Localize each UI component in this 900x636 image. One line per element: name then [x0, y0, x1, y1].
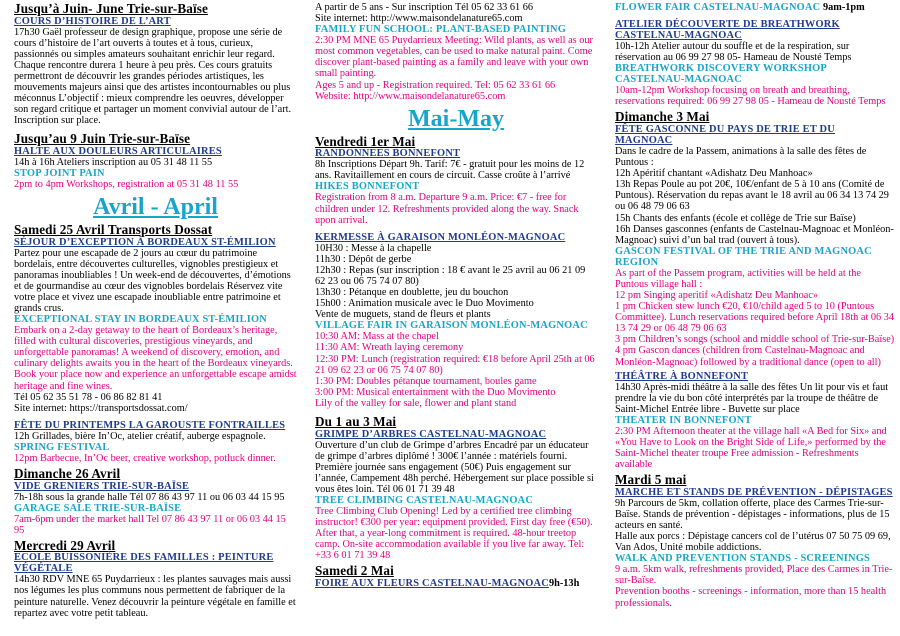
column-right: [615, 2, 895, 609]
event-title: SÉJOUR D’EXCEPTION À BORDEAUX ST-ÉMILION: [14, 236, 276, 248]
schedule-line: 12h Apéritif chantant «Adishatz Deu Manhoac»: [615, 168, 813, 180]
event-title: ECOLE BUISSONIÈRE DES FAMILLES : PEINTURE VÉGÉTALE: [14, 552, 274, 575]
event-title: ATELIER DÉCOUVERTE DE BREATHWORK CASTELNAU-MAGNOAC: [615, 19, 840, 42]
schedule-line-en: 12:30 PM: Lunch (registration required: €18 before April 25th at 06 21 09 62 23 or 06 75 74 07 80): [315, 353, 595, 376]
schedule-line-en: 12 pm Singing aperitif «Adishatz Deu Manhoac»: [615, 290, 819, 301]
event-description: Ouverture d’un club de Grimpe d’arbres Encadré par un éducateur de grimpe d’arbres diplômé ! 300€ l’année : matériels fourni. Première journée sans engagement (50€) Puis engagement sur l’année, Campement 48h perché. Hébergement sur place possible si vous êtes loin. Tél 06 01 71 39 48: [315, 439, 594, 495]
event-title-en: GARAGE SALE TRIE-SUR-BAÏSE: [14, 502, 182, 514]
schedule-line: 12h30 : Repas (sur inscription : 18 € avant le 25 avril au 06 21 09 62 23 ou 06 75 74 07 80): [315, 264, 586, 287]
schedule-line-en: 3 pm Children’s songs (school and middle school of Trie-sur-Baïse): [615, 334, 895, 346]
event-description-en: 7am-6pm under the market hall Tel 07 86 43 97 11 or 06 03 44 15 95: [14, 513, 286, 536]
event-description: Partez pour une escapade de 2 jours au cœur du patrimoine bordelais, entre découvertes culturelles, vignobles prestigieux et panoramas inoubliables ! Un week-end de découvertes, d’émotions et de gourmandise au cœur des vignobles bordelais Réservez vite votre place et vivez une escapade inoubliable entre patrimoine et grands crus.: [14, 247, 291, 314]
event-time: 9am-1pm: [822, 2, 865, 13]
schedule-line-en: As part of the Passem program, activities will be held at the Puntous village hall :: [615, 267, 861, 290]
event-title: KERMESSE À GARAISON MONLÉON-MAGNOAC: [315, 231, 566, 243]
event-breathwork: [615, 19, 895, 107]
event-title-en: THEATER IN BONNEFONT: [615, 414, 752, 426]
event-description-en: 10am-12pm Workshop focusing on breath and breathing, reservations required: 06 99 27 98 05 - Hameau de Nousté Temps: [615, 85, 886, 108]
event-prevention-walk: [615, 473, 895, 608]
event-date-heading: Dimanche 3 Mai: [615, 109, 710, 125]
event-description: A partir de 5 ans - Sur inscription Tél 05 62 33 61 66: [315, 2, 534, 13]
schedule-line-en: 11:30 AM: Wreath laying ceremony: [315, 342, 464, 354]
schedule-line: 15h00 : Animation musicale avec le Duo Movimento: [315, 298, 534, 310]
schedule-line-en: 1:30 PM: Doubles pétanque tournament, boules game: [315, 375, 537, 387]
schedule-line-en: 1 pm Chicken stew lunch €20, €10/child aged 5 to 10 (Puntous Committee). Lunch reservations required before April 18th at 06 34 13 74 29 or 06 48 79 06 63: [615, 301, 895, 335]
event-website[interactable]: Site internet: http://www.maisondelanature65.com: [315, 13, 523, 25]
schedule-line: 13h30 : Pétanque en doublette, jeu du bouchon: [315, 287, 509, 299]
event-description: 17h30 Gaël professeur de design graphique, propose une série de cours d’histoire de l’art ouverts à toutes et à tous, curieux, passionnés ou simples amateurs souhaitant enrichir leur regard. Chaque rencontre durera 1 heure à peu près. Ces cours gratuits permettront de découvrir les grandes périodes artistiques, les mouvements majeurs ainsi que des artistes incontournables ou plus méconnus L’objectif : mieux comprendre les oeuvres, développer son regard critique et partager un moment convivial autour de l’art. Inscription sur place.: [14, 26, 292, 127]
event-description: 14h30 Après-midi théâtre à la salle des fêtes Un lit pour vis et faut prendre la vie du bon côté interprétés par la troupe de théâtre de Saint-Michel Entrée libre - Buvette sur place: [615, 381, 889, 415]
month-heading-may: Mai-May: [408, 105, 504, 132]
event-date-heading: Jusqu’à Juin- June Trie-sur-Baïse: [14, 2, 208, 16]
schedule-line: 10H30 : Messe à la chapelle: [315, 242, 432, 254]
schedule-line: Vente de muguets, stand de fleurs et plants: [315, 309, 491, 321]
event-website-en[interactable]: Website: http://www.maisondelanature65.com: [315, 90, 506, 102]
event-title: FÊTE DU PRINTEMPS LA GAROUSTE FONTRAILLES: [14, 419, 286, 431]
event-description-en: 9 a.m. 5km walk, refreshments provided, Place des Carmes in Trie-sur-Baïse.: [615, 564, 893, 587]
event-description-en: Ages 5 and up - Registration required. Tel: 05 62 33 61 66: [315, 79, 556, 91]
event-description: 14h à 16h Ateliers inscription au 05 31 48 11 55: [14, 156, 213, 168]
event-website[interactable]: Site internet: https://transportsdossat.com/: [14, 402, 188, 414]
event-description-en: 12pm Barbecue, In’Oc beer, creative workshop, potluck dinner.: [14, 452, 276, 464]
event-plant-painting: [14, 539, 297, 619]
event-tree-climbing: [315, 415, 597, 561]
column-middle: [315, 2, 597, 589]
event-description-en: 2pm to 4pm Workshops, registration at 05 31 48 11 55: [14, 178, 239, 190]
event-time: 9h-13h: [548, 577, 580, 589]
event-description-en: 2:30 PM Afternoon theater at the village hall «A Bed for Six» and «You Have to Look on the Bright Side of Life,» performed by the Saint-Michel theater troupe Free admission - Refreshments available: [615, 425, 887, 471]
event-title-en: STOP JOINT PAIN: [14, 167, 105, 179]
schedule-line: Dans le cadre de la Passem, animations à la salle des fêtes de Puntous :: [615, 145, 867, 169]
event-description: 8h Inscriptions Départ 9h. Tarif: 7€ - gratuit pour les moins de 12 ans. Ravitaillement en cours de circuit. Casse croûte à l’arrivé: [315, 159, 585, 182]
event-date-heading: Dimanche 26 Avril: [14, 466, 121, 482]
event-description-en: Embark on a 2-day getaway to the heart of Bordeaux’s heritage, filled with cultural discoveries, prestigious vineyards, and unforgettable panoramas! A weekend of discovery, emotion, and culinary delights awaits you in the heart of the Bordeaux vineyards. Book your place now and experience an unforgettable escape amidst heritage and fine wines.: [14, 325, 297, 392]
event-title-en: GASCON FESTIVAL OF THE TRIE AND MAGNOAC REGION: [615, 245, 872, 268]
event-title: MARCHE ET STANDS DE PRÉVENTION - DÉPISTAGES: [615, 486, 893, 498]
month-heading-april: Avril - April: [93, 194, 218, 221]
event-date-heading: Jusqu’au 9 Juin Trie-sur-Baïse: [14, 131, 191, 147]
event-description-en: 2:30 PM MNE 65 Puydarrieux Meeting: Wild plants, as well as our most common vegetables, can be used to make natural paint. Come discover plant-based painting as a family and leave with your own small painting.: [315, 35, 593, 80]
event-kermesse: [315, 232, 597, 409]
event-plant-painting-cont: [315, 2, 597, 102]
event-spring-festival: [14, 420, 297, 464]
event-date-heading: Mardi 5 mai: [615, 472, 687, 488]
event-description: 7h-18h sous la grande halle Tél 07 86 43 97 11 ou 06 03 44 15 95: [14, 491, 285, 503]
event-phone: Tél 05 62 35 51 78 - 06 86 82 81 41: [14, 391, 163, 403]
event-title-en: TREE CLIMBING CASTELNAU-MAGNOAC: [315, 495, 534, 506]
event-title: THÉÂTRE À BONNEFONT: [615, 370, 749, 382]
schedule-line: 16h Danses gasconnes (enfants de Castelnau-Magnoac et Monléon-Magnoac) suivi d’un bal trad (ouvert à tous).: [615, 223, 894, 246]
event-theater: [615, 371, 895, 471]
event-title-en: SPRING FESTIVAL: [14, 441, 110, 453]
event-title: COURS D’HISTOIRE DE L’ART: [14, 15, 171, 27]
event-garage-sale: [14, 467, 297, 536]
event-joint-pain: [14, 132, 297, 190]
event-description: Halle aux porcs : Dépistage cancers col de l’utérus 07 50 75 09 69, Van Ados, Unité mobile addictions.: [615, 531, 891, 554]
schedule-line-en: Lily of the valley for sale, flower and plant stand: [315, 397, 517, 409]
event-title-en: BREATHWORK DISCOVERY WORKSHOP CASTELNAU-MAGNOAC: [615, 63, 827, 86]
event-description: 9h Parcours de 5km, collation offerte, place des Carmes Trie-sur-Baïse. Stands de prévention - dépistages - informations, plus de 15 acteurs en santé.: [615, 497, 890, 531]
schedule-line: 15h Chants des enfants (école et collège de Trie sur Baïse): [615, 212, 856, 224]
column-left: [14, 2, 297, 619]
event-title-en: HIKES BONNEFONT: [315, 181, 420, 193]
event-gascon-festival: [615, 110, 895, 367]
event-title-en: VILLAGE FAIR IN GARAISON MONLÉON-MAGNOAC: [315, 320, 588, 332]
event-title: FOIRE AUX FLEURS CASTELNAU-MAGNOAC: [315, 577, 549, 589]
event-title: VIDE GRENIERS TRIE-SUR-BAÏSE: [14, 480, 190, 492]
event-date-heading: Samedi 2 Mai: [315, 563, 394, 579]
schedule-line: 13h Repas Poule au pot 20€, 10€/enfant de 5 à 10 ans (Comité de Puntous). Réservation du repas avant le 18 avril au 06 34 13 74 29 ou 06 48 79 06 63: [615, 179, 889, 213]
event-title: RANDONNEES BONNEFONT: [315, 148, 461, 160]
event-description-en: Tree Climbing Club Opening! Led by a certified tree climbing instructor! €300 per year: equipment provided. First day free (€50). After that, a year-long commitment is required. 48-hour treetop camp. On-site accommodation available if you live far away. Tel: +33 6 01 71 39 48: [315, 506, 593, 562]
schedule-line-en: 4 pm Gascon dances (children from Castelnau-Magnoac and Monléon-Magnoac) followed by a traditional dance (open to all): [615, 345, 881, 368]
schedule-line: 11h30 : Dépôt de gerbe: [315, 253, 412, 265]
schedule-line-en: 10:30 AM: Mass at the chapel: [315, 331, 439, 343]
event-flower-fair-en: [615, 2, 895, 13]
event-description: 10h-12h Atelier autour du souffle et de la respiration, sur réservation au 06 99 27 98 05- Hameau de Nousté Temps: [615, 41, 852, 64]
event-title-en: FAMILY FUN SCHOOL: PLANT-BASED PAINTING: [315, 24, 567, 36]
event-title-row: [615, 2, 895, 13]
event-description: 12h Grillades, bière In’Oc, atelier créatif, auberge espagnole.: [14, 430, 266, 442]
event-title: HALTE AUX DOULEURS ARTICULAIRES: [14, 145, 222, 157]
event-title-en: WALK AND PREVENTION STANDS - SCREENINGS: [615, 553, 871, 565]
event-description: 14h30 RDV MNE 65 Puydarrieux : les plantes sauvages mais aussi nos légumes les plus communs nous permettent de fabriquer de la peinture naturelle. Venez découvrir la peinture végétale en famille et repartez avec votre petit tableau.: [14, 574, 296, 619]
event-title: GRIMPE D’ARBRES CASTELNAU-MAGNOAC: [315, 428, 547, 440]
event-title-en: FLOWER FAIR CASTELNAU-MAGNOAC: [615, 2, 821, 13]
schedule-line-en: 3:00 PM: Musical entertainment with the Duo Movimento: [315, 386, 556, 398]
event-bordeaux-trip: [14, 223, 297, 414]
event-date-heading: Mercredi 29 Avril: [14, 537, 116, 553]
event-flower-fair: [315, 564, 597, 589]
event-date-heading: Samedi 25 Avril Transports Dossat: [14, 222, 213, 238]
event-description-en: Registration from 8 a.m. Departure 9 a.m. Price: €7 - free for children under 12. Refreshments provided along the way. Snack upon arrival.: [315, 192, 579, 226]
event-date-heading: Vendredi 1er Mai: [315, 133, 416, 149]
event-date-heading: Du 1 au 3 Mai: [315, 414, 397, 430]
event-title-en: EXCEPTIONAL STAY IN BORDEAUX ST-ÉMILION: [14, 314, 267, 326]
event-title: FÊTE GASCONNE DU PAYS DE TRIE ET DU MAGNOAC: [615, 123, 835, 146]
event-art-history: [14, 2, 297, 126]
event-title-row: [315, 578, 597, 589]
event-hikes: [315, 135, 597, 226]
event-description-en: Prevention booths - screenings - information, more than 15 health professionals.: [615, 586, 887, 609]
